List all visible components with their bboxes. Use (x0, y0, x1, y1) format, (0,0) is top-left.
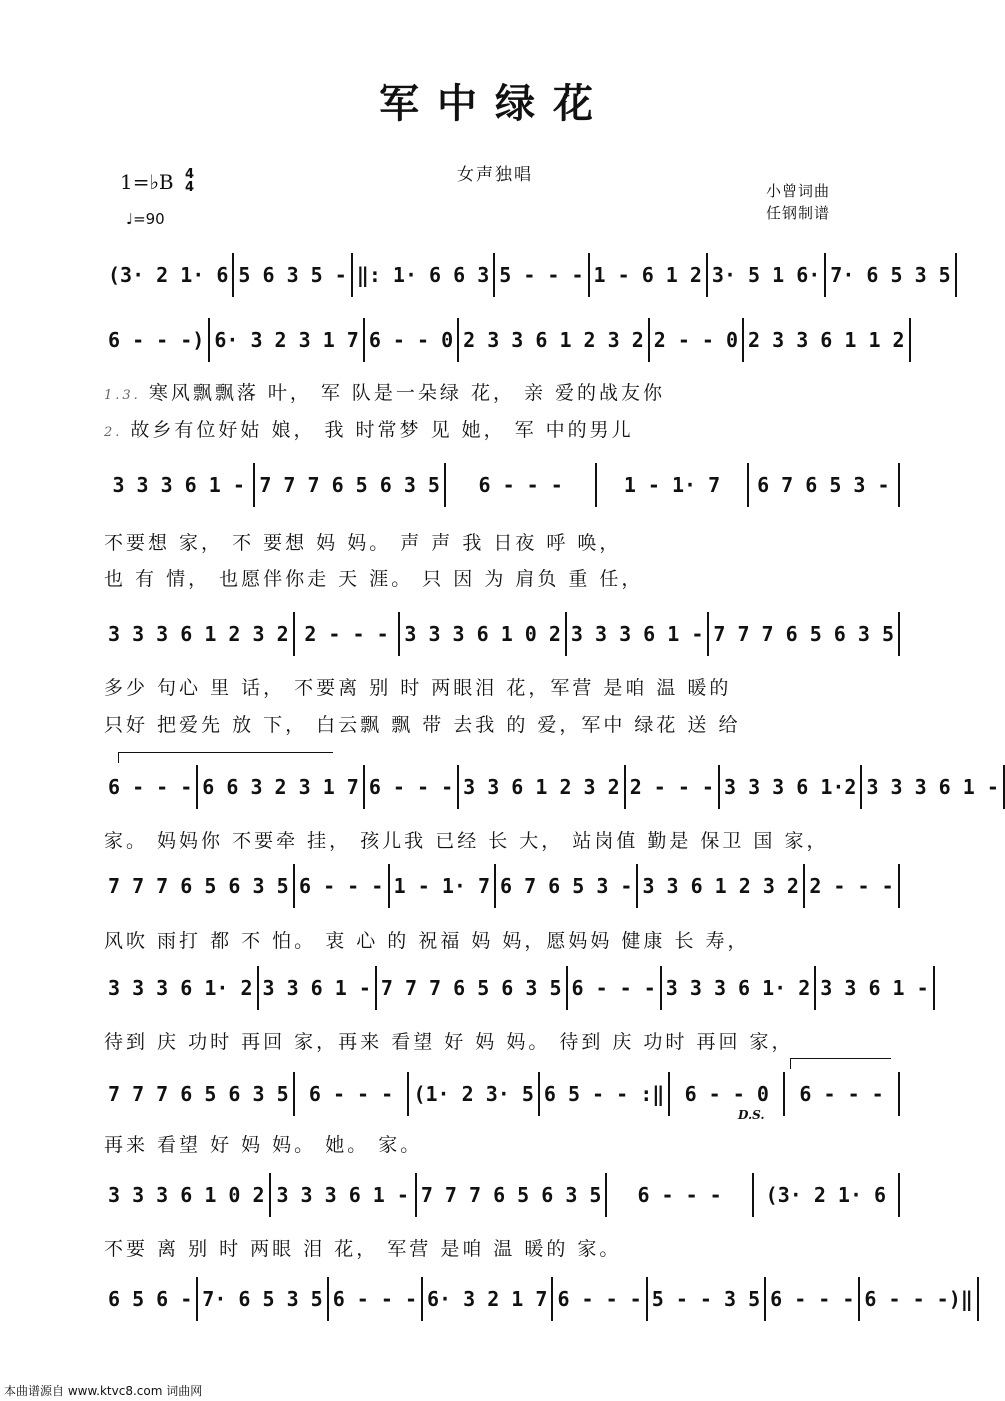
measure: (1· 2 3· 5 (409, 1072, 539, 1116)
measure: 6 - - - (446, 463, 597, 507)
lyric-line-5: 多少 句心 里 话， 不要离 别 时 两眼泪 花，军营 是咱 温 暖的 (104, 677, 732, 699)
measure: 2 - - 0 (650, 318, 744, 362)
meter-bottom: 4 (185, 180, 195, 195)
measure: 2 - - - (805, 864, 900, 908)
measure: 1 - 1· 7 (597, 463, 748, 507)
measure: 2 3 3 6 1 2 3 2 (459, 318, 650, 362)
performance-type: 女声独唱 (457, 165, 533, 185)
measure: 7· 6 5 3 5 (826, 253, 956, 297)
meter-top: 4 (185, 167, 195, 182)
measure: 6 5 6 - (104, 1277, 198, 1321)
measure: 2 - - - (626, 765, 720, 809)
dal-segno-mark: D.S. (738, 1108, 765, 1122)
measure: 7 7 7 6 5 6 3 5 (417, 1173, 608, 1217)
measure: 3 3 3 6 1· 2 (104, 966, 259, 1010)
measure: 3· 5 1 6· (708, 253, 826, 297)
music-line-3 (104, 463, 900, 507)
measure: 6 - - - (329, 1277, 423, 1321)
measure: 6 - - - (766, 1277, 860, 1321)
measure: 2 - - - (295, 612, 401, 656)
verse-number: 1.3. (104, 388, 141, 403)
measure: 3 3 3 6 1· 2 (662, 966, 817, 1010)
measure: 6 - - 0 (670, 1072, 785, 1116)
measure: 3 3 3 6 1 0 2 (400, 612, 567, 656)
measure: 3 3 6 1 2 3 2 (459, 765, 626, 809)
lyric-line-9: 待到 庆 功时 再回 家，再来 看望 好 妈 妈。 待到 庆 功时 再回 家， (104, 1031, 794, 1053)
lyric-line-4: 也 有 情， 也愿伴你走 天 涯。 只 因 为 肩负 重 任， (104, 568, 644, 590)
lyric-line-3: 不要想 家， 不 要想 妈 妈。 声 声 我 日夜 呼 唤， (104, 532, 622, 554)
music-line-9 (104, 1173, 900, 1217)
lyric-line-11: 不要 离 别 时 两眼 泪 花， 军营 是咱 温 暖的 家。 (104, 1238, 622, 1260)
transcriber-credit: 任钢制谱 (766, 204, 831, 222)
second-ending-bracket (790, 1058, 891, 1069)
first-ending-bracket (118, 752, 333, 763)
lyric-line-6: 只好 把爱先 放 下， 白云飘 飘 带 去我 的 爱，军中 绿花 送 给 (104, 714, 741, 736)
measure: ‖: 1· 6 6 3 (353, 253, 495, 297)
measure: 6 - - - (295, 1072, 410, 1116)
measure: 7 7 7 6 5 6 3 5 (104, 864, 295, 908)
music-line-10 (104, 1277, 973, 1321)
measure: 7 7 7 6 5 6 3 5 (709, 612, 900, 656)
verse-number: 2. (104, 425, 123, 440)
music-line-6 (104, 864, 900, 908)
measure: 5 6 3 5 - (234, 253, 352, 297)
measure: (3· 2 1· 6 (104, 253, 234, 297)
measure: 6 - - - (785, 1072, 900, 1116)
measure: 3 3 6 1 - (816, 966, 934, 1010)
measure: 2 3 3 6 1 1 2 (744, 318, 911, 362)
measure: 3 3 3 6 1 2 3 2 (104, 612, 295, 656)
lyric-line-2 (104, 415, 904, 442)
lyric-text: 寒风飘飘落 叶， 军 队是一朵绿 花， 亲 爱的战友你 (148, 382, 666, 404)
measure: 3 3 3 6 1 - (104, 463, 255, 507)
composer-credit: 小曾词曲 (766, 182, 831, 200)
music-line-8 (104, 1072, 900, 1116)
measure: 7 7 7 6 5 6 3 5 (377, 966, 568, 1010)
measure: 3 3 3 6 1 - (567, 612, 709, 656)
music-line-2 (104, 318, 905, 362)
measure: 3 3 3 6 1·2 (720, 765, 862, 809)
measure: 6 - - - (365, 765, 459, 809)
measure: 6 5 - - :‖ (540, 1072, 670, 1116)
lyric-text: 故乡有位好姑 娘， 我 时常梦 见 她， 军 中的男儿 (130, 419, 634, 441)
measure: 3 3 3 6 1 - (271, 1173, 417, 1217)
music-line-4 (104, 612, 900, 656)
measure: 7 7 7 6 5 6 3 5 (255, 463, 446, 507)
measure: 6 7 6 5 3 - (496, 864, 638, 908)
measure: 7· 6 5 3 5 (198, 1277, 328, 1321)
tempo-mark: ♩=90 (126, 210, 165, 228)
time-signature (185, 168, 194, 194)
measure: 3 3 3 6 1 - (862, 765, 1004, 809)
measure: 6 6 3 2 3 1 7 (198, 765, 365, 809)
song-title: 军中绿花 (379, 80, 611, 127)
music-line-7 (104, 966, 929, 1010)
credits (766, 180, 830, 224)
measure: 3 3 6 1 - (259, 966, 377, 1010)
measure: 3 3 6 1 2 3 2 (638, 864, 805, 908)
measure: 6 - - -) (104, 318, 210, 362)
measure: 7 7 7 6 5 6 3 5 (104, 1072, 295, 1116)
measure: 6 - - 0 (365, 318, 459, 362)
measure: 6 - - - (607, 1173, 753, 1217)
measure: 6 - - - (104, 765, 198, 809)
measure: 5 - - - (495, 253, 589, 297)
key-signature: 1=♭B (120, 170, 174, 194)
music-line-1 (104, 253, 951, 297)
measure: (3· 2 1· 6 (754, 1173, 900, 1217)
measure: 6 - - -)‖ (860, 1277, 978, 1321)
measure: 6 7 6 5 3 - (749, 463, 900, 507)
source-footer: 本曲谱源自 www.ktvc8.com 词曲网 (4, 1384, 203, 1398)
measure: 1 - 6 1 2 (590, 253, 708, 297)
lyric-line-8: 风吹 雨打 都 不 怕。 衷 心 的 祝福 妈 妈，愿妈妈 健康 长 寿， (104, 930, 750, 952)
measure: 3 3 3 6 1 0 2 (104, 1173, 271, 1217)
measure: 6 - - - (568, 966, 662, 1010)
lyric-line-10: 再来 看望 好 妈 妈。 她。 家。 (104, 1134, 423, 1156)
lyric-line-1 (104, 378, 904, 405)
measure: 6 - - - (295, 864, 390, 908)
lyric-line-7: 家。 妈妈你 不要牵 挂， 孩儿我 已经 长 大， 站岗值 勤是 保卫 国 家， (104, 830, 829, 852)
measure: 1 - 1· 7 (390, 864, 496, 908)
measure: 5 - - 3 5 (648, 1277, 766, 1321)
music-line-5 (104, 765, 999, 809)
measure: 6 - - - (553, 1277, 647, 1321)
measure: 6· 3 2 3 1 7 (210, 318, 365, 362)
measure: 6· 3 2 1 7 (423, 1277, 553, 1321)
